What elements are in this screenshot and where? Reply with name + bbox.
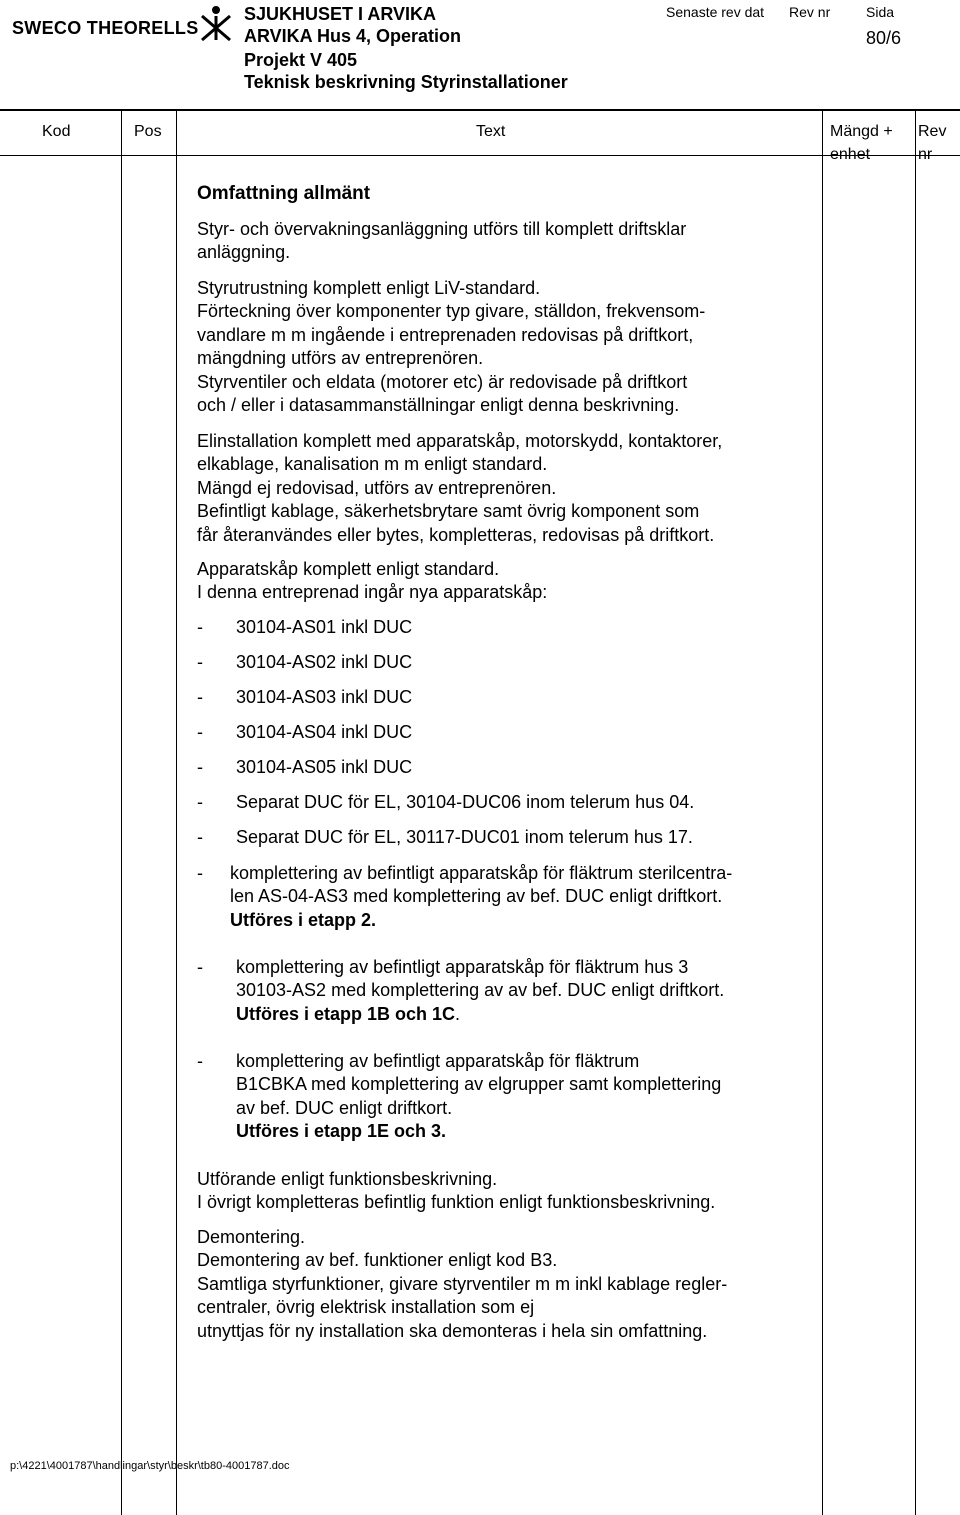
label-revision-number: Rev nr [789, 4, 831, 20]
header-title-1: SJUKHUSET I ARVIKA [244, 4, 437, 24]
file-path: p:\4221\4001787\handlingar\styr\beskr\tb80-4001787.doc [10, 1460, 290, 1472]
label-page: Sida [866, 4, 895, 20]
paragraph-scope: Styr- och övervakningsanläggning utförs till komplett driftsklar anläggning. [197, 219, 687, 263]
paragraph-function: Utförande enligt funktionsbeskrivning. I övrigt kompletteras befintlig funktion enligt funktionsbeskrivning. [197, 1169, 716, 1213]
column-header-rev: Rev nr [918, 123, 947, 163]
paragraph-electrical: Elinstallation komplett med apparatskåp, motorskydd, kontaktorer, elkablage, kanalisation m m enligt standard. Mängd ej redovisad, utförs av entreprenören. Befintligt kablage, säkerhetsbrytare samt övrig komponent som får återanvändes eller bytes, kompletteras, redovisas på driftkort. [197, 431, 723, 545]
sweco-logo-icon [198, 2, 234, 42]
company-logo-text: SWECO THEORELLS [12, 18, 199, 38]
header-rule [0, 109, 960, 111]
header-title-2: ARVIKA Hus 4, Operation [244, 26, 462, 46]
column-header-kod: Kod [42, 123, 71, 140]
column-divider [915, 110, 916, 1515]
header-title-3: Projekt V 405 [244, 50, 358, 70]
column-header-mangd: Mängd + enhet [830, 123, 893, 163]
paragraph-dismantling: Demontering. Demontering av bef. funktioner enligt kod B3. Samtliga styrfunktioner, givare styrventiler m m inkl kablage regler- centraler, övrig elektrisk installation som ej utnyttjas för ny installation ska demonteras i hela sin omfattning. [197, 1227, 728, 1341]
column-header-rule [0, 155, 960, 156]
header-title-4: Teknisk beskrivning Styrinstallationer [244, 72, 568, 92]
paragraph-cabinets: Apparatskåp komplett enligt standard. I denna entreprenad ingår nya apparatskåp: [197, 559, 548, 603]
column-divider [176, 110, 177, 1515]
label-revision-date: Senaste rev dat [666, 4, 765, 20]
column-header-text: Text [476, 123, 506, 140]
column-header-pos: Pos [134, 123, 162, 140]
column-divider [121, 110, 122, 1515]
paragraph-equipment: Styrutrustning komplett enligt LiV-standard. Förteckning över komponenter typ givare, ställdon, frekvensom- vandlare m m ingående i entreprenaden redovisas på driftkort, mängdning utförs av entreprenören. Styrventiler och eldata (motorer etc) är redovisade på driftkort och / eller i datasammanställningar enligt denna beskrivning. [197, 278, 706, 416]
page-number: 80/6 [866, 28, 902, 48]
section-heading: Omfattning allmänt [197, 183, 371, 204]
column-divider [822, 110, 823, 1515]
